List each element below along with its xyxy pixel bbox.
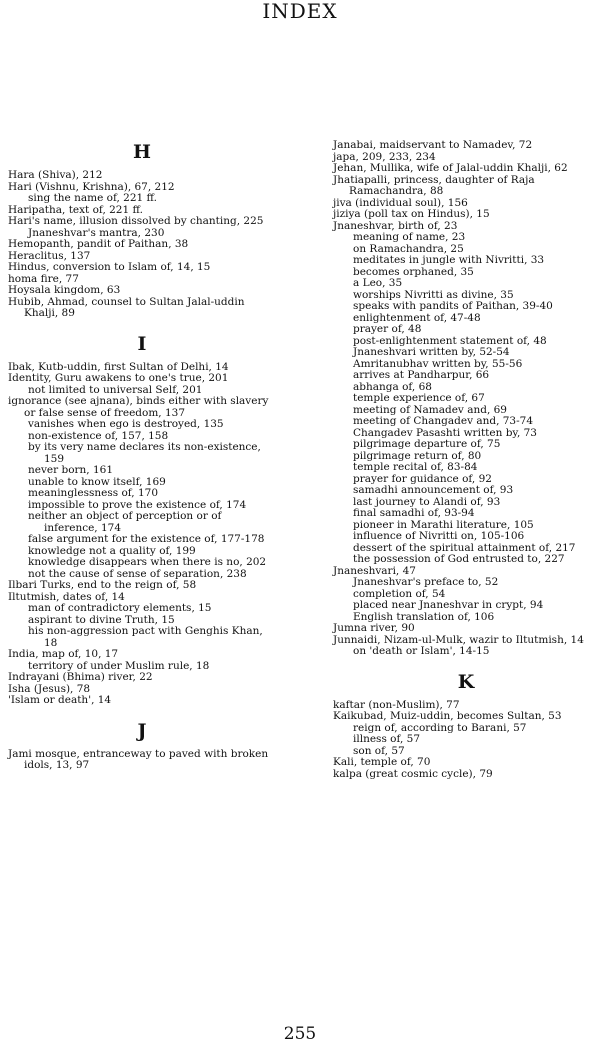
section-gap [333,658,599,670]
index-subentry: meaning of name, 23 [353,231,466,243]
index-subentry: abhanga of, 68 [353,380,432,393]
index-subentry: Changadev Pasashti written by, 73 [353,426,537,439]
index-subentry: prayer for guidance of, 92 [353,472,492,485]
index-entry: kalpa (great cosmic cycle), 79 [333,767,493,780]
index-entry: India, map of, 10, 17 [8,648,119,660]
index-entry: Hindus, conversion to Islam of, 14, 15 [8,261,211,273]
index-entry: Ilbari Turks, end to the reign of, 58 [8,579,197,591]
index-subentry: not limited to universal Self, 201 [28,383,203,396]
index-subentry: on 'death or Islam', 14-15 [353,645,490,657]
index-subentry: temple recital of, 83-84 [353,461,478,473]
index-subentry: knowledge disappears when there is no, 202 [28,556,267,568]
index-subentry: placed near Jnaneshvar in crypt, 94 [353,599,544,611]
section-letter: H [133,141,151,163]
section-letter: I [137,332,147,355]
index-subentry: never born, 161 [28,464,114,476]
index-subentry: neither an object of perception or of inference, 174 [28,510,222,534]
index-entry: Hari (Vishnu, Krishna), 67, 212 [8,180,175,193]
index-subentry: impossible to prove the existence of, 174 [28,498,247,511]
index-subentry: reign of, according to Barani, 57 [353,721,527,734]
index-subentry: meditates in jungle with Nivritti, 33 [353,254,545,266]
index-subentry: English translation of, 106 [353,610,495,623]
index-subentry: sing the name of, 221 ff. [28,192,157,204]
index-entry: Hari's name, illusion dissolved by chanting, 225 [8,215,264,227]
index-subentry: meeting of Changadev and, 73-74 [353,415,534,427]
index-entry: japa, 209, 233, 234 [333,150,436,163]
index-subentry: completion of, 54 [353,587,446,600]
index-entry: Junnaidi, Nizam-ul-Mulk, wazir to Iltutmish, 14 [333,633,584,646]
index-subentry: Jnaneshvar's mantra, 230 [28,226,165,239]
index-entry: Janabai, maidservant to Namadev, 72 [333,139,533,151]
index-entry: Hara (Shiva), 212 [8,169,103,181]
index-entry: kaftar (non-Muslim), 77 [333,698,460,711]
index-subentry: influence of Nivritti on, 105-106 [353,530,525,542]
page-title: INDEX [262,0,338,23]
section-letter: K [457,670,475,693]
index-subentry: samadhi announcement of, 93 [353,484,514,496]
index-subentry: non-existence of, 157, 158 [28,429,169,442]
index-subentry: on Ramachandra, 25 [353,242,464,255]
index-subentry: meaninglessness of, 170 [28,487,159,499]
index-subentry: meeting of Namadev and, 69 [353,403,507,416]
section-letter: J [137,719,147,742]
index-entry: Kaikubad, Muiz-uddin, becomes Sultan, 53 [333,710,562,722]
index-entry: homa fire, 77 [8,272,79,285]
index-entry: Jami mosque, entranceway to paved with broken idols, 13, 97 [8,747,269,771]
index-entry: Jnaneshvar, birth of, 23 [333,219,458,232]
index-entry: Isha (Jesus), 78 [8,682,91,695]
left-column [8,140,276,772]
right-column [333,140,599,780]
index-entry: Jumna river, 90 [333,622,415,634]
index-subentry: arrives at Pandharpur, 66 [353,369,490,381]
index-subentry: temple experience of, 67 [353,392,485,404]
index-subentry: dessert of the spiritual attainment of, 217 [353,541,576,554]
index-subentry: Jnaneshvari written by, 52-54 [353,346,510,358]
index-entry: Jhatiapalli, princess, daughter of Raja Ramachandra, 88 [333,173,535,197]
index-entry: Hemopanth, pandit of Paithan, 38 [8,238,189,250]
index-subentry: pioneer in Marathi literature, 105 [353,518,534,531]
index-entry: Hoysala kingdom, 63 [8,284,121,296]
index-subentry: a Leo, 35 [353,277,403,289]
index-subentry: last journey to Alandi of, 93 [353,495,501,508]
index-entry: Iltutmish, dates of, 14 [8,590,125,603]
index-subentry: final samadhi of, 93-94 [353,507,475,519]
index-subentry: his non-aggression pact with Genghis Khan, 18 [28,625,263,649]
index-subentry: Jnaneshvar's preface to, 52 [353,576,499,588]
section-gap [8,707,276,719]
page-number: 255 [283,1024,317,1044]
index-subentry: territory of under Muslim rule, 18 [28,659,210,672]
index-subentry: vanishes when ego is destroyed, 135 [28,418,224,430]
index-subentry: by its very name declares its non-existence, 159 [28,441,261,465]
index-subentry: man of contradictory elements, 15 [28,602,212,614]
index-entry: Jehan, Mullika, wife of Jalal-uddin Khalji, 62 [333,162,568,174]
index-subentry: prayer of, 48 [353,323,422,335]
index-subentry: unable to know itself, 169 [28,475,166,488]
index-subentry: enlightenment of, 47-48 [353,311,481,324]
index-entry: Hubib, Ahmad, counsel to Sultan Jalal-uddin Khalji, 89 [8,295,245,319]
index-entry: Haripatha, text of, 221 ff. [8,203,143,216]
index-entry: Indrayani (Bhima) river, 22 [8,671,153,683]
index-subentry: speaks with pandits of Paithan, 39-40 [353,300,553,312]
index-entry: jiziya (poll tax on Hindus), 15 [333,208,490,220]
index-entry: 'Islam or death', 14 [8,694,112,706]
index-entry: Jnaneshvari, 47 [333,564,416,577]
index-subentry: the possession of God entrusted to, 227 [353,553,565,565]
index-entry: Identity, Guru awakens to one's true, 201 [8,372,229,384]
index-subentry: worships Nivritti as divine, 35 [353,288,514,301]
index-subentry: pilgrimage return of, 80 [353,449,482,462]
index-entry: ignorance (see ajnana), binds either with slavery or false sense of freedom, 137 [8,395,269,419]
index-entry: Ibak, Kutb-uddin, first Sultan of Delhi, 14 [8,360,229,373]
index-entry: jiva (individual soul), 156 [333,196,468,209]
section-gap [8,320,276,332]
index-subentry: false argument for the existence of, 177-178 [28,533,265,545]
index-subentry: son of, 57 [353,744,405,757]
index-entry: Heraclitus, 137 [8,249,91,262]
index-subentry: becomes orphaned, 35 [353,265,474,278]
index-subentry: knowledge not a quality of, 199 [28,544,196,557]
index-subentry: pilgrimage departure of, 75 [353,438,501,450]
index-subentry: not the cause of sense of separation, 238 [28,567,247,580]
index-subentry: aspirant to divine Truth, 15 [28,613,175,626]
index-subentry: post-enlightenment statement of, 48 [353,334,547,347]
index-subentry: Amritanubhav written by, 55-56 [353,357,523,370]
index-subentry: illness of, 57 [353,733,421,745]
index-entry: Kali, temple of, 70 [333,756,431,768]
